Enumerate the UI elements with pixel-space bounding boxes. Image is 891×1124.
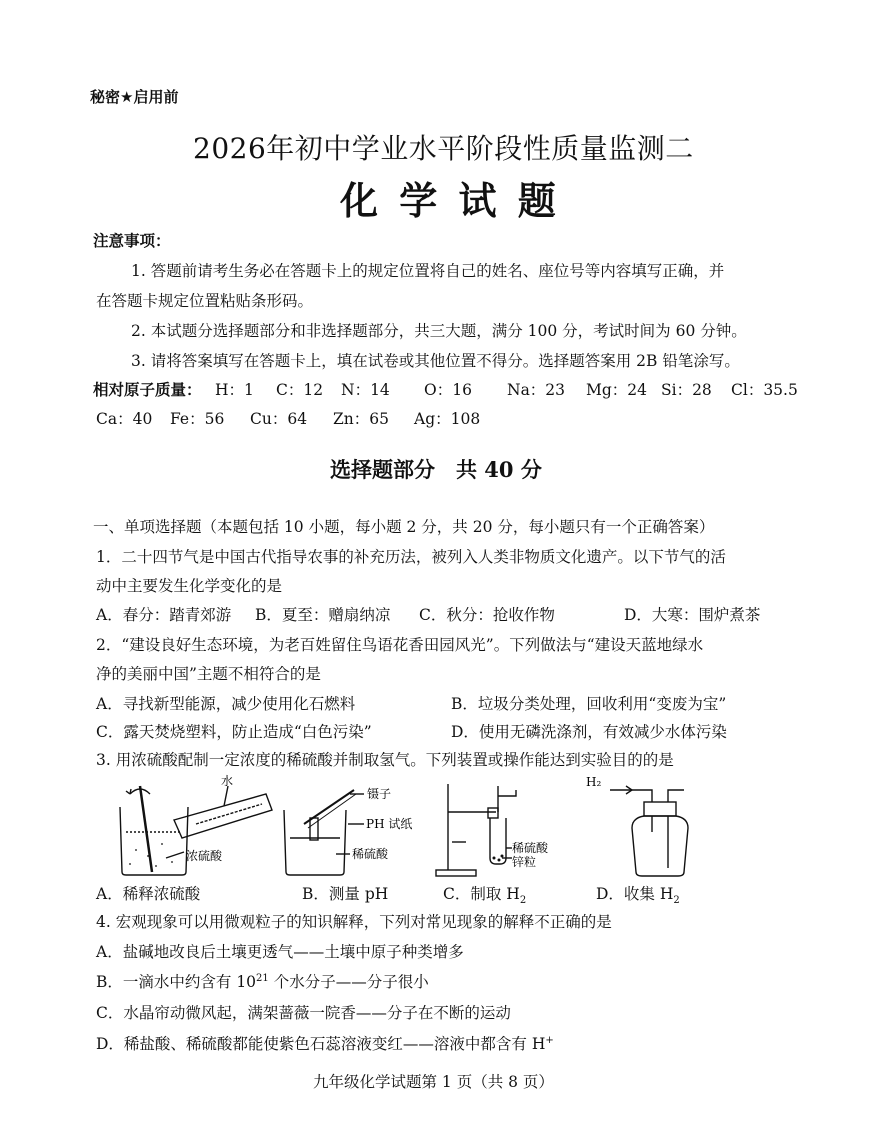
atomic-mass-n: N：14 — [341, 381, 390, 399]
q3-option-d: D．收集 $H_2$ — [596, 885, 680, 907]
gas-bottle-d-figure — [610, 786, 688, 876]
label-water: 水 — [221, 774, 234, 788]
label-zinc: 锌粒 — [512, 855, 537, 869]
atomic-mass-ca: Ca：40 — [96, 410, 153, 428]
subject-title: 化 学 试 题 — [340, 178, 560, 223]
q3-option-b: B．测量 pH — [302, 885, 389, 903]
atomic-mass-h: H：1 — [215, 381, 254, 399]
q2-option-c: C．露天焚烧塑料，防止造成“白色污染” — [96, 723, 372, 741]
atomic-mass-label: 相对原子质量： — [93, 381, 202, 399]
part-1-heading: 一、单项选择题（本题包括 10 小题，每小题 2 分，共 20 分，每小题只有一个正确答案） — [93, 518, 715, 536]
secret-mark: 秘密★启用前 — [90, 88, 179, 106]
notice-item-1-line-1: 1. 答题前请考生务必在答题卡上的规定位置将自己的姓名、座位号等内容填写正确，并 — [131, 262, 725, 280]
atomic-mass-ag: Ag：108 — [414, 410, 481, 428]
q2-stem-line-1: 2．“建设良好生态环境，为老百姓留住鸟语花香田园风光”。下列做法与“建设天蓝地绿水 — [96, 636, 704, 654]
exam-title: 2026年初中学业水平阶段性质量监测二 — [193, 132, 694, 165]
notice-item-3: 3. 请将答案填写在答题卡上，填在试卷或其他位置不得分。选择题答案用 2B 铅笔涂写。 — [131, 352, 740, 370]
atomic-mass-fe: Fe：56 — [170, 410, 225, 428]
label-dilute-acid-b: 稀硫酸 — [352, 847, 389, 861]
q3-option-c: C．制取 $H_2$ — [443, 885, 527, 907]
q1-stem-line-2: 动中主要发生化学变化的是 — [96, 577, 283, 595]
label-dilute-acid-c: 稀硫酸 — [512, 841, 549, 855]
notice-heading: 注意事项： — [93, 232, 171, 250]
q1-option-b: B．夏至：赠扇纳凉 — [255, 606, 391, 624]
label-tweezers: 镊子 — [367, 787, 392, 801]
label-ph-paper: PH 试纸 — [366, 817, 413, 831]
q1-option-a: A．春分：踏青郊游 — [96, 606, 232, 624]
q4-option-b: B．一滴水中约含有 $10^{21}$ 个水分子——分子很小 — [96, 972, 429, 991]
beaker-b-figure — [284, 790, 364, 875]
atomic-mass-zn: Zn：65 — [333, 410, 389, 428]
q4-option-a: A．盐碱地改良后土壤更透气——土壤中原子种类增多 — [96, 943, 464, 961]
q2-option-a: A．寻找新型能源，减少使用化石燃料 — [96, 695, 356, 713]
atomic-mass-cu: Cu：64 — [250, 410, 308, 428]
section-title: 选择题部分 共 40 分 — [330, 457, 542, 482]
q4-option-d: D．稀盐酸、稀硫酸都能使紫色石蕊溶液变红——溶液中都含有 H+ — [96, 1034, 554, 1053]
q3-stem: 3. 用浓硫酸配制一定浓度的稀硫酸并制取氢气。下列装置或操作能达到实验目的的是 — [96, 751, 674, 769]
q2-option-b: B．垃圾分类处理，回收利用“变废为宝” — [451, 695, 727, 713]
q1-option-d: D．大寒：围炉煮茶 — [624, 606, 761, 624]
apparatus-c-figure — [436, 784, 516, 876]
atomic-mass-c: C：12 — [276, 381, 324, 399]
q2-option-d: D．使用无磷洗涤剂，有效减少水体污染 — [451, 723, 727, 741]
q3-option-a: A．稀释浓硫酸 — [96, 885, 201, 903]
atomic-mass-cl: Cl：35.5 — [731, 381, 798, 399]
q2-stem-line-2: 净的美丽中国”主题不相符合的是 — [96, 665, 321, 683]
atomic-mass-mg: Mg：24 — [586, 381, 648, 399]
atomic-mass-na: Na：23 — [507, 381, 566, 399]
page-footer: 九年级化学试题第 1 页（共 8 页） — [313, 1073, 554, 1091]
notice-item-2: 2. 本试题分选择题部分和非选择题部分，共三大题，满分 100 分，考试时间为 60 分钟。 — [131, 322, 747, 340]
q1-option-c: C．秋分：抢收作物 — [419, 606, 555, 624]
q1-stem-line-1: 1．二十四节气是中国古代指导农事的补充历法，被列入人类非物质文化遗产。以下节气的活 — [96, 548, 726, 566]
notice-item-1-line-2: 在答题卡规定位置粘贴条形码。 — [96, 292, 314, 310]
atomic-mass-si: Si：28 — [661, 381, 712, 399]
q4-option-c: C．水晶帘动微风起，满架蔷薇一院香——分子在不断的运动 — [96, 1004, 511, 1022]
q3-apparatus-figure — [96, 772, 816, 880]
atomic-mass-o: O：16 — [424, 381, 472, 399]
label-h2: H₂ — [586, 775, 602, 789]
q4-stem: 4. 宏观现象可以用微观粒子的知识解释，下列对常见现象的解释不正确的是 — [96, 913, 612, 931]
label-conc-acid: 浓硫酸 — [186, 849, 223, 863]
